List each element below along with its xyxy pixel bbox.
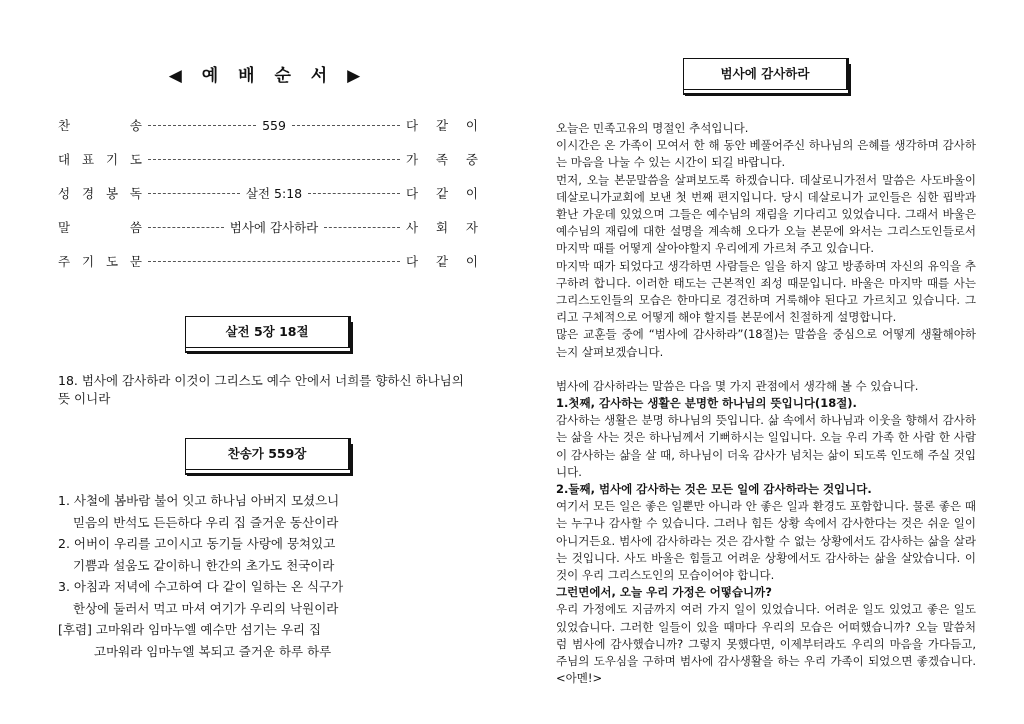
closing-paragraph: 우리 가정에도 지금까지 여러 가지 일이 있었습니다. 어려운 일도 있었고 좋은 일도 있었습니다. 그러한 일들이 있을 때마다 우리의 모습은 어떠했습니까? 오늘 말씀처럼 범사에 감사했습니까? 그렇지 못했다면, 이제부터라도 우리의 마음을 가다듬고, 주님의 도우심을 구하며 범사에 감사생활을 하는 우리 가족이 되었으면 좋겠습니다. <아멘!> [556,602,976,686]
point-2-body: 여기서 모든 일은 좋은 일뿐만 아니라 안 좋은 일과 환경도 포함합니다. 물론 좋은 때는 누구나 감사할 수 있습니다. 그러나 힘든 상황 속에서 감사한다는 것은 쉬운 일이 아니거든요. 범사에 감사하라는 것은 감사할 수 없는 상황에서도 감사하는 삶을 살라는 것입니다. 사도 바울은 힘들고 어려운 상황에서도 감사하는 삶을 살았습니다. 이것이 우리 그리스도인의 모습이어야 합니다. [556,499,976,583]
sermon-paragraph: 마지막 때가 되었다고 생각하면 사람들은 일을 하지 않고 방종하며 자신의 유익을 추구하려 합니다. 이러한 태도는 근본적인 죄성 때문입니다. 바울은 마지막 때를 사는 그리스도인들의 모습은 한마디로 경건하며 거룩해야 된다고 가르치고 있습니다. 그리고 구체적으로 어떻게 해야 할지를 본문에서 친절하게 설명합니다. [556,258,976,325]
sermon-heading: 범사에 감사하라 [683,58,849,90]
hymn-line: [후렴] 고마워라 임마누엘 예수만 섬기는 우리 집 [58,622,322,637]
hymn-heading: 찬송가 559장 [185,438,351,470]
hymn-line: 믿음의 반석도 든든하다 우리 집 즐거운 동산이라 [73,514,339,530]
order-leader: 다 같 이 [406,118,478,133]
scripture-text: 18. 범사에 감사하라 이것이 그리스도 예수 안에서 너희를 향하신 하나님의 뜻 이니라 [58,373,464,406]
order-row [58,176,478,210]
order-item-detail: 살전 5:18 [245,186,303,201]
scripture-heading: 살전 5장 18절 [185,316,351,348]
hymn-line: 한상에 둘러서 먹고 마셔 여기가 우리의 낙원이라 [73,600,339,616]
point-1-body: 감사하는 생활은 분명 하나님의 뜻입니다. 삶 속에서 하나님과 이웃을 향해서 감사하는 삶을 사는 것은 하나님께서 기뻐하시는 일입니다. 오늘 우리 가족 한 사람 한 사람이 감사하는 삶을 살 때, 하나님이 더욱 감사가 넘치는 삶이 되도록 인도해 주실 것입니다. [556,413,976,479]
sermon-intro: 범사에 감사하라는 말씀은 다음 몇 가지 관점에서 생각해 볼 수 있습니다. [556,378,919,393]
order-leader-line [142,218,406,236]
question-line: 그런면에서, 오늘 우리 가정은 어떻습니까? [556,585,772,600]
worship-order-list [58,108,478,278]
order-row [58,210,478,244]
hymn-line: 기쁨과 설움도 같이하니 한간의 초가도 천국이라 [73,557,335,573]
order-row [58,142,478,176]
hymn-line: 3. 아침과 저녁에 수고하여 다 같이 일하는 온 식구가 [58,579,344,594]
worship-order-title: ◀ 예 배 순 서 ▶ [168,66,368,86]
order-leader: 사 회 자 [406,220,478,235]
order-item-detail: 559 [262,117,286,133]
sermon-paragraph: 많은 교훈들 중에 “범사에 감사하라”(18절)는 말씀을 중심으로 어떻게 생활해야하는지 살펴보겠습니다. [556,327,976,359]
order-row [58,244,478,278]
order-label: 주 기 도 문 [58,254,142,269]
hymn-lyrics [58,490,478,662]
sermon-paragraph: 이시간은 온 가족이 모여서 한 해 동안 베풀어주신 하나님의 은혜를 생각하며 감사하는 마음을 나눌 수 있는 시간이 되길 바랍니다. [556,138,976,170]
order-leader-line [142,118,406,133]
sermon-paragraph: 오늘은 민족고유의 명절인 추석입니다. [556,121,749,135]
order-label: 성 경 봉 독 [58,186,142,201]
order-leader-line [142,158,406,160]
order-leader: 다 같 이 [406,186,478,201]
order-row [58,108,478,142]
order-label: 대 표 기 도 [58,152,142,167]
sermon-body [556,120,976,688]
sermon-paragraph: 먼저, 오늘 본문말씀을 살펴보도록 하겠습니다. 데살로니가전서 말씀은 사도바울이 데살로니가교회에 보낸 첫 번째 편지입니다. 당시 데살로니가 교인들은 심한 핍박과 환난 가운데 있었으며 그들은 예수님의 재림을 기다리고 있었습니다. 그래서 바울은 예수님의 재림에 대한 설명을 계속해 오다가 오늘 본문에 와서는 그리스도인들로서 마지막 때를 어떻게 살아야할지 우리에게 가르쳐 주고 있습니다. [556,172,976,256]
worship-order-column [58,62,478,662]
order-leader-line [142,260,406,262]
order-label: 말 씀 [58,220,142,235]
point-1-title: 1.첫째, 감사하는 생활은 분명한 하나님의 뜻입니다(18절). [556,396,857,411]
hymn-line: 2. 어버이 우리를 고이시고 동기들 사랑에 뭉쳐있고 [58,536,336,551]
sermon-column [556,58,976,688]
point-2-title: 2.둘째, 범사에 감사하는 것은 모든 일에 감사하라는 것입니다. [556,482,872,497]
order-leader: 다 같 이 [406,254,478,269]
order-item-detail: 범사에 감사하라 [229,220,319,235]
order-leader-line [142,184,406,202]
hymn-line: 고마워라 임마누엘 복되고 즐거운 하루 하루 [94,643,332,659]
order-leader: 가 족 중 [406,152,478,167]
hymn-line: 1. 사철에 봄바람 불어 잇고 하나님 아버지 모셨으니 [58,493,340,508]
order-label: 찬 송 [58,118,142,133]
